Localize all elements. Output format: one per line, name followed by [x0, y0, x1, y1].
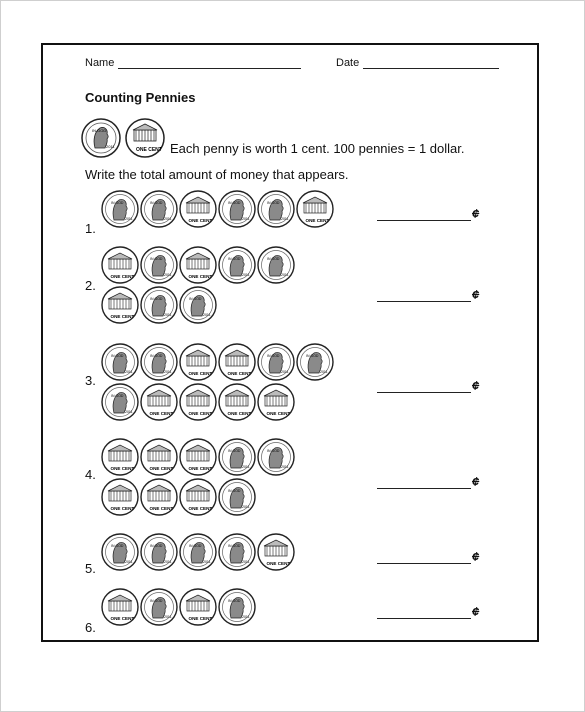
svg-text:ONE CENT: ONE CENT — [110, 274, 135, 279]
penny-tails-icon — [179, 343, 217, 381]
penny-tails-icon — [179, 478, 217, 516]
svg-text:IN GOD: IN GOD — [111, 544, 124, 548]
penny-heads-icon — [218, 588, 256, 626]
svg-text:ONE CENT: ONE CENT — [149, 506, 174, 511]
penny-tails-icon — [179, 383, 217, 421]
svg-text:ONE CENT: ONE CENT — [266, 561, 291, 566]
problem-number: 2. — [85, 278, 96, 293]
svg-text:IN GOD: IN GOD — [228, 257, 241, 261]
penny-tails-icon — [257, 383, 295, 421]
svg-text:ONE CENT: ONE CENT — [227, 411, 252, 416]
svg-text:ONE CENT: ONE CENT — [227, 371, 252, 376]
intro-coins — [81, 115, 171, 166]
penny-tails-icon — [101, 588, 139, 626]
svg-text:ONE CENT: ONE CENT — [188, 616, 213, 621]
coin-group — [101, 246, 361, 326]
svg-text:2011: 2011 — [164, 560, 172, 564]
svg-text:2011: 2011 — [125, 560, 133, 564]
coin-group — [101, 343, 361, 423]
answer-blank[interactable] — [377, 551, 471, 564]
svg-text:IN GOD: IN GOD — [267, 449, 280, 453]
svg-text:IN GOD: IN GOD — [111, 354, 124, 358]
svg-text:ONE CENT: ONE CENT — [188, 506, 213, 511]
svg-text:IN GOD: IN GOD — [92, 128, 107, 133]
svg-text:ONE CENT: ONE CENT — [110, 466, 135, 471]
svg-text:2011: 2011 — [281, 370, 289, 374]
svg-text:2011: 2011 — [281, 273, 289, 277]
cent-symbol: ¢ — [472, 549, 480, 564]
penny-tails-icon — [257, 533, 295, 571]
svg-text:2011: 2011 — [125, 410, 133, 414]
penny-heads-icon — [101, 533, 139, 571]
answer-blank[interactable] — [377, 208, 471, 221]
svg-text:2011: 2011 — [203, 313, 211, 317]
problem-number: 4. — [85, 467, 96, 482]
svg-text:IN GOD: IN GOD — [150, 354, 163, 358]
svg-text:2011: 2011 — [125, 370, 133, 374]
coin-row — [101, 190, 361, 230]
penny-tails-icon — [101, 438, 139, 476]
svg-text:2011: 2011 — [242, 560, 250, 564]
svg-text:2011: 2011 — [164, 370, 172, 374]
svg-text:ONE CENT: ONE CENT — [305, 218, 330, 223]
penny-tails-icon — [218, 383, 256, 421]
coin-row — [101, 343, 361, 383]
svg-text:IN GOD: IN GOD — [189, 297, 202, 301]
answer-field[interactable] — [377, 548, 497, 564]
coin-group — [101, 533, 361, 573]
svg-text:ONE CENT: ONE CENT — [110, 616, 135, 621]
svg-text:ONE CENT: ONE CENT — [136, 147, 162, 153]
penny-tails-icon — [179, 246, 217, 284]
penny-heads-icon — [218, 246, 256, 284]
penny-heads-icon — [101, 190, 139, 228]
penny-heads-icon — [179, 533, 217, 571]
svg-text:2011: 2011 — [106, 144, 115, 149]
answer-field[interactable] — [377, 205, 497, 221]
svg-text:ONE CENT: ONE CENT — [110, 314, 135, 319]
coin-group — [101, 438, 361, 518]
penny-heads-icon — [140, 246, 178, 284]
cent-symbol: ¢ — [472, 474, 480, 489]
answer-blank[interactable] — [377, 606, 471, 619]
svg-text:IN GOD: IN GOD — [150, 599, 163, 603]
coin-row — [101, 478, 361, 518]
penny-tails-icon — [140, 438, 178, 476]
penny-tails-icon — [218, 343, 256, 381]
answer-field[interactable] — [377, 473, 497, 489]
answer-blank[interactable] — [377, 289, 471, 302]
svg-text:IN GOD: IN GOD — [150, 544, 163, 548]
problem-number: 3. — [85, 373, 96, 388]
penny-tails-icon — [101, 286, 139, 324]
svg-text:ONE CENT: ONE CENT — [188, 466, 213, 471]
coin-row — [101, 588, 361, 628]
date-field — [336, 57, 499, 69]
cent-symbol: ¢ — [472, 287, 480, 302]
cent-symbol: ¢ — [472, 378, 480, 393]
coin-row — [101, 533, 361, 573]
coin-row — [101, 438, 361, 478]
svg-text:IN GOD: IN GOD — [189, 544, 202, 548]
penny-tails-icon — [296, 190, 334, 228]
coin-group — [101, 190, 361, 230]
penny-heads-icon — [218, 438, 256, 476]
svg-text:2011: 2011 — [242, 465, 250, 469]
instruction-text: Write the total amount of money that appears. — [85, 167, 349, 182]
coin-row — [101, 383, 361, 423]
svg-text:IN GOD: IN GOD — [111, 201, 124, 205]
svg-text:ONE CENT: ONE CENT — [149, 466, 174, 471]
svg-text:ONE CENT: ONE CENT — [188, 411, 213, 416]
penny-heads-icon — [179, 286, 217, 324]
cent-symbol: ¢ — [472, 604, 480, 619]
penny-tails-icon — [101, 246, 139, 284]
penny-heads-icon — [140, 588, 178, 626]
svg-text:2011: 2011 — [242, 615, 250, 619]
date-label: Date — [336, 57, 360, 69]
svg-text:IN GOD: IN GOD — [267, 354, 280, 358]
intro-text: Each penny is worth 1 cent. 100 pennies = 1 dollar. — [170, 141, 465, 156]
penny-heads-icon — [257, 246, 295, 284]
svg-text:2011: 2011 — [242, 217, 250, 221]
penny-heads-icon — [218, 533, 256, 571]
penny-heads-icon — [140, 343, 178, 381]
penny-heads-icon — [82, 119, 120, 157]
penny-heads-icon — [101, 343, 139, 381]
coin-group — [101, 588, 361, 628]
answer-field[interactable] — [377, 286, 497, 302]
penny-tails-icon — [126, 119, 164, 157]
answer-field[interactable] — [377, 603, 497, 619]
svg-text:IN GOD: IN GOD — [150, 297, 163, 301]
svg-text:ONE CENT: ONE CENT — [149, 411, 174, 416]
coin-row — [101, 246, 361, 286]
svg-text:2011: 2011 — [164, 313, 172, 317]
penny-heads-icon — [140, 286, 178, 324]
penny-tails-icon — [179, 588, 217, 626]
coin-row — [101, 286, 361, 326]
penny-tails-icon — [101, 478, 139, 516]
worksheet-title: Counting Pennies — [85, 90, 196, 105]
svg-text:2011: 2011 — [203, 560, 211, 564]
svg-text:IN GOD: IN GOD — [111, 394, 124, 398]
svg-text:IN GOD: IN GOD — [306, 354, 319, 358]
penny-heads-icon — [218, 478, 256, 516]
svg-text:2011: 2011 — [164, 217, 172, 221]
penny-heads-icon — [218, 190, 256, 228]
svg-text:ONE CENT: ONE CENT — [188, 218, 213, 223]
penny-tails-icon — [179, 438, 217, 476]
penny-heads-icon — [140, 533, 178, 571]
svg-text:IN GOD: IN GOD — [228, 489, 241, 493]
penny-heads-icon — [257, 343, 295, 381]
name-field — [85, 57, 301, 69]
penny-tails-icon — [179, 190, 217, 228]
name-label: Name — [85, 57, 115, 69]
svg-text:IN GOD: IN GOD — [150, 257, 163, 261]
answer-field[interactable] — [377, 377, 497, 393]
svg-text:2011: 2011 — [281, 217, 289, 221]
penny-heads-icon — [257, 438, 295, 476]
name-blank — [118, 57, 301, 69]
penny-tails-icon — [140, 478, 178, 516]
svg-text:2011: 2011 — [164, 615, 172, 619]
svg-text:2011: 2011 — [281, 465, 289, 469]
answer-blank[interactable] — [377, 380, 471, 393]
answer-blank[interactable] — [377, 476, 471, 489]
penny-heads-icon — [257, 190, 295, 228]
svg-text:IN GOD: IN GOD — [228, 544, 241, 548]
penny-heads-icon — [101, 383, 139, 421]
svg-text:IN GOD: IN GOD — [267, 257, 280, 261]
penny-heads-icon — [140, 190, 178, 228]
date-blank — [363, 57, 499, 69]
svg-text:IN GOD: IN GOD — [228, 599, 241, 603]
svg-text:2011: 2011 — [125, 217, 133, 221]
worksheet — [41, 43, 539, 642]
svg-text:ONE CENT: ONE CENT — [188, 371, 213, 376]
svg-text:IN GOD: IN GOD — [150, 201, 163, 205]
svg-text:ONE CENT: ONE CENT — [266, 411, 291, 416]
svg-text:2011: 2011 — [242, 273, 250, 277]
svg-text:2011: 2011 — [164, 273, 172, 277]
cent-symbol: ¢ — [472, 206, 480, 221]
svg-text:IN GOD: IN GOD — [228, 201, 241, 205]
svg-text:2011: 2011 — [320, 370, 328, 374]
svg-text:ONE CENT: ONE CENT — [188, 274, 213, 279]
problem-number: 6. — [85, 620, 96, 635]
penny-tails-icon — [140, 383, 178, 421]
penny-heads-icon — [296, 343, 334, 381]
header-fields — [85, 57, 505, 73]
problem-number: 5. — [85, 561, 96, 576]
problem-number: 1. — [85, 221, 96, 236]
svg-text:IN GOD: IN GOD — [228, 449, 241, 453]
svg-text:2011: 2011 — [242, 505, 250, 509]
svg-text:ONE CENT: ONE CENT — [110, 506, 135, 511]
svg-text:IN GOD: IN GOD — [267, 201, 280, 205]
